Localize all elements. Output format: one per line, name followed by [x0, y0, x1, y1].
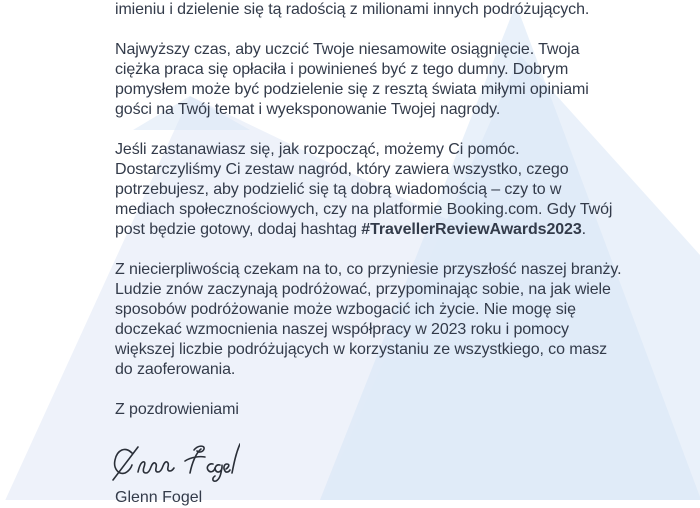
signature-stroke-g-curve	[115, 449, 132, 473]
letter-line: większej liczbie podróżujących w korzystaniu ze wszystkiego, co masz	[115, 341, 608, 358]
hashtag-line-pre: post będzie gotowy, dodaj hashtag	[115, 221, 362, 238]
signature-stroke-g2	[213, 465, 222, 481]
signature-stroke-g-slash	[113, 447, 138, 480]
letter-line: Dostarczyliśmy Ci zestaw nagród, który zawiera wszystko, czego	[115, 161, 569, 178]
paragraph-3	[115, 140, 620, 240]
letter-line: Jeśli zastanawiasz się, jak rozpocząć, możemy Ci pomóc.	[115, 141, 520, 158]
letter-line: mediach społecznościowych, czy na platformie Booking.com. Gdy Twój	[115, 201, 613, 218]
signature-stroke-e	[224, 464, 230, 472]
letter-line: gości na Twój temat i wyeksponowanie Twojej nagrody.	[115, 101, 501, 118]
letter-line: pomysłem może być podzielenie się z resztą świata miłymi opiniami	[115, 81, 589, 98]
letter-line: Z pozdrowieniami	[115, 401, 239, 418]
typed-name-glenn-fogel: Glenn Fogel	[115, 489, 203, 506]
letter-line: imieniu i dzielenie się tą radością z milionami innych podróżujących.	[115, 1, 590, 18]
paragraph-2	[115, 40, 620, 120]
letter-line: Ludzie znów zaczynają podróżować, przypominając sobie, na jak wiele	[115, 281, 611, 298]
hashtag-traveller-review-awards: #TravellerReviewAwards2023	[361, 221, 582, 238]
signature-block	[112, 441, 240, 488]
signature-stroke-lenn	[138, 462, 174, 473]
letter-line: potrzebujesz, aby podzielić się tą dobrą wiadomością – czy to w	[115, 181, 562, 198]
letter-line: Najwyższy czas, aby uczcić Twoje niesamowite osiągnięcie. Twoja	[115, 41, 580, 58]
closing-salutation	[115, 400, 620, 420]
letter-line: sposobów podróżowanie może wzbogacić ich życie. Nie mogę się	[115, 301, 576, 318]
letter-line: do zaoferowania.	[115, 361, 236, 378]
letter-line: ciężka praca się opłaciła i powinieneś być z tego dumny. Dobrym	[115, 61, 569, 78]
paragraph-1	[115, 0, 620, 20]
signature-stroke-o	[207, 464, 215, 472]
letter-line-hashtag	[115, 220, 620, 240]
letter-line: Z niecierpliwością czekam na to, co przyniesie przyszłość naszej branży.	[115, 261, 622, 278]
letter-line: doczekać wzmocnienia naszej współpracy w 2023 roku i pomocy	[115, 321, 569, 338]
paragraph-4	[115, 260, 620, 380]
letter-body	[115, 0, 620, 440]
signature-stroke-l-flourish	[232, 444, 240, 473]
hashtag-line-post: .	[581, 221, 586, 238]
signature-glenn-fogel-handwritten	[112, 441, 240, 483]
